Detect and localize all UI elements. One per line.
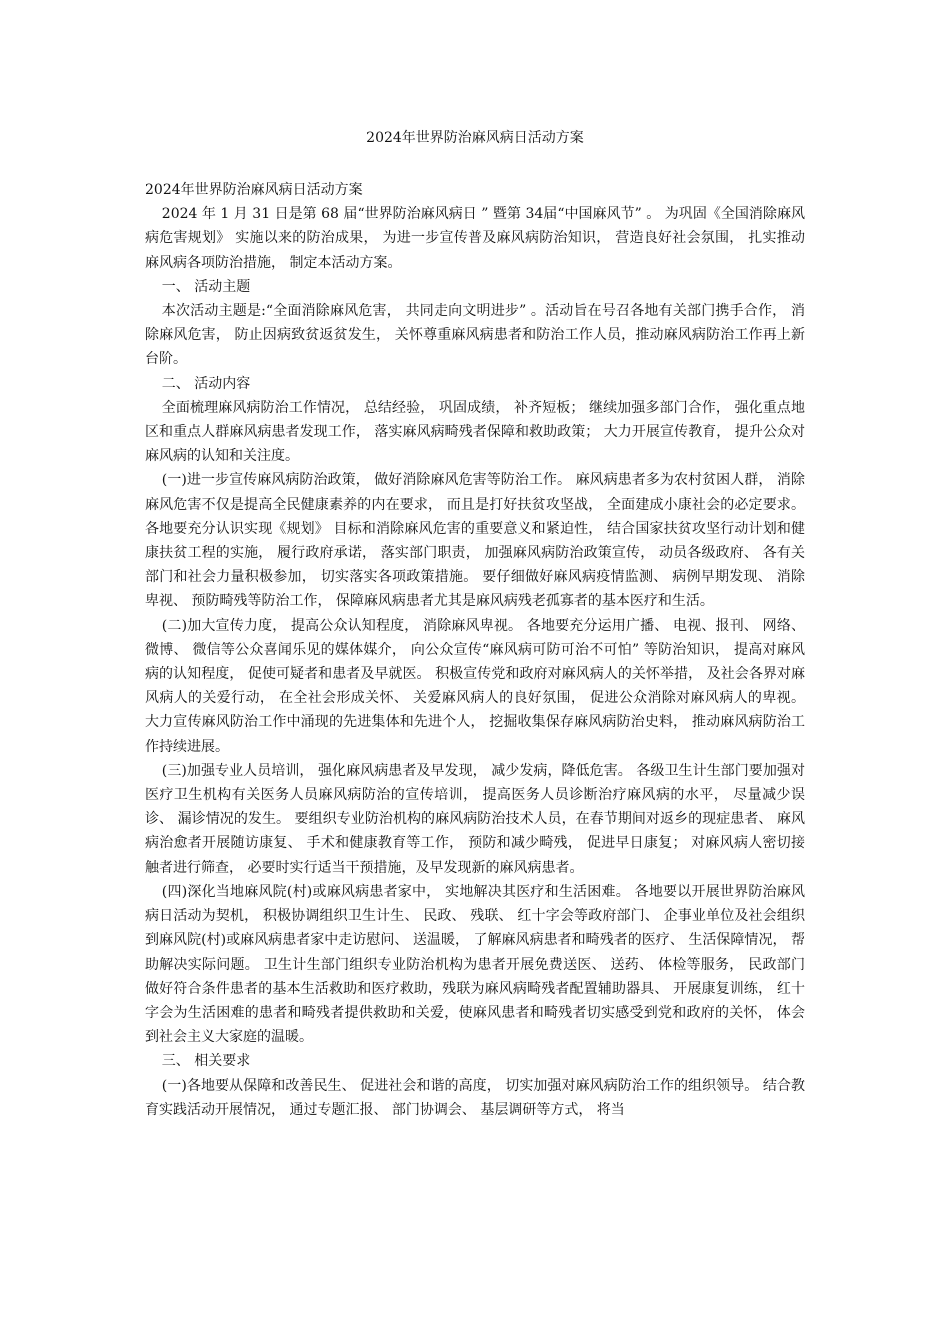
section-heading-content: 二、 活动内容	[161, 375, 251, 392]
paragraph-content-4: (四)深化当地麻风院(村)或麻风病患者家中， 实地解决其医疗和生活困难。 各地要以开展世界防治麻风病日活动为契机， 积极协调组织卫生计生、 民政、 残联、 红十字会等政府部门、 企事业单位及社会组织到麻风院(村)或麻风病患者家中走访慰问、 送温暖， 了解麻风病患者和畸残者的医疗、 生活保障情况， 帮助解决实际问题。 卫生计生部门组织专业防治机构为患者开展免费送医、 送药、 体检等服务， 民政部门做好符合条件患者的基本生活救助和医疗救助，残联为麻风病畸残者配置辅助器具、 开展康复训练， 红十字会为生活困难的患者和畸残者提供救助和关爱，使麻风患者和畸残者切实感受到党和政府的关怀， 体会到社会主义大家庭的温暖。	[145, 883, 805, 1046]
document-body	[145, 178, 805, 1122]
document-subtitle: 2024年世界防治麻风病日活动方案	[145, 182, 363, 198]
paragraph-requirements-1: (一)各地要从保障和改善民生、 促进社会和谐的高度， 切实加强对麻风病防治工作的组织领导。 结合教育实践活动开展情况， 通过专题汇报、 部门协调会、 基层调研等方式， 将当	[145, 1077, 805, 1118]
paragraph-content-1: (一)进一步宣传麻风病防治政策， 做好消除麻风危害等防治工作。 麻风病患者多为农村贫困人群， 消除麻风危害不仅是提高全民健康素养的内在要求， 而且是打好扶贫攻坚战， 全面建成小康社会的必定要求。 各地要充分认识实现《规划》 目标和消除麻风危害的重要意义和紧迫性， 结合国家扶贫攻坚行动计划和健康扶贫工程的实施， 履行政府承诺， 落实部门职责， 加强麻风病防治政策宣传， 动员各级政府、 各有关部门和社会力量积极参加， 切实落实各项政策措施。 要仔细做好麻风病疫情监测、 病例早期发现、 消除卑视、 预防畸残等防治工作， 保障麻风病患者尤其是麻风病残老孤寡者的基本医疗和生活。	[145, 472, 805, 610]
paragraph-content-overview: 全面梳理麻风病防治工作情况， 总结经验， 巩固成绩， 补齐短板； 继续加强多部门合作， 强化重点地区和重点人群麻风病患者发现工作， 落实麻风病畸残者保障和救助政策； 大力开展宣传教育， 提升公众对麻风病的认知和关注度。	[145, 399, 805, 465]
paragraph-content-2: (二)加大宣传力度， 提高公众认知程度， 消除麻风卑视。 各地要充分运用广播、 电视、报刊、 网络、 微博、 微信等公众喜闻乐见的媒体媒介， 向公众宣传“麻风病可防可治不可怕” 等防治知识， 提高对麻风病的认知程度， 促使可疑者和患者及早就医。 积极宣传党和政府对麻风病人的关怀举措， 及社会各界对麻风病人的关爱行动， 在全社会形成关怀、 关爱麻风病人的良好氛围， 促进公众消除对麻风病人的卑视。 大力宣传麻风防治工作中涌现的先进集体和先进个人， 挖掘收集保存麻风病防治史料， 推动麻风病防治工作持续进展。	[145, 617, 805, 755]
section-heading-theme: 一、 活动主题	[161, 278, 251, 295]
paragraph-content-3: (三)加强专业人员培训， 强化麻风病患者及早发现， 减少发病，降低危害。 各级卫生计生部门要加强对医疗卫生机构有关医务人员麻风病防治的宣传培训， 提高医务人员诊断治疗麻风病的水平， 尽量减少误诊、 漏诊情况的发生。 要组织专业防治机构的麻风病防治技术人员，在春节期间对返乡的现症患者、 麻风病治愈者开展随访康复、 手术和健康教育等工作， 预防和减少畸残， 促进早日康复； 对麻风病人密切接触者进行筛查， 必要时实行适当干预措施，及早发现新的麻风病患者。	[145, 762, 805, 876]
section-heading-requirements: 三、 相关要求	[161, 1053, 251, 1070]
paragraph-intro: 2024 年 1 月 31 日是第 68 届“世界防治麻风病日 ” 暨第 34届“中国麻风节” 。 为巩固《全国消除麻风病危害规划》 实施以来的防治成果， 为进一步宣传普及麻风病防治知识， 营造良好社会氛围， 扎实推动麻风病各项防治措施， 制定本活动方案。	[145, 206, 805, 271]
paragraph-theme: 本次活动主题是:“全面消除麻风危害， 共同走向文明进步” 。活动旨在号召各地有关部门携手合作， 消除麻风危害， 防止因病致贫返贫发生， 关怀尊重麻风病患者和防治工作人员，推动麻风病防治工作再上新台阶。	[145, 303, 805, 368]
document-title: 2024年世界防治麻风病日活动方案	[366, 130, 584, 146]
